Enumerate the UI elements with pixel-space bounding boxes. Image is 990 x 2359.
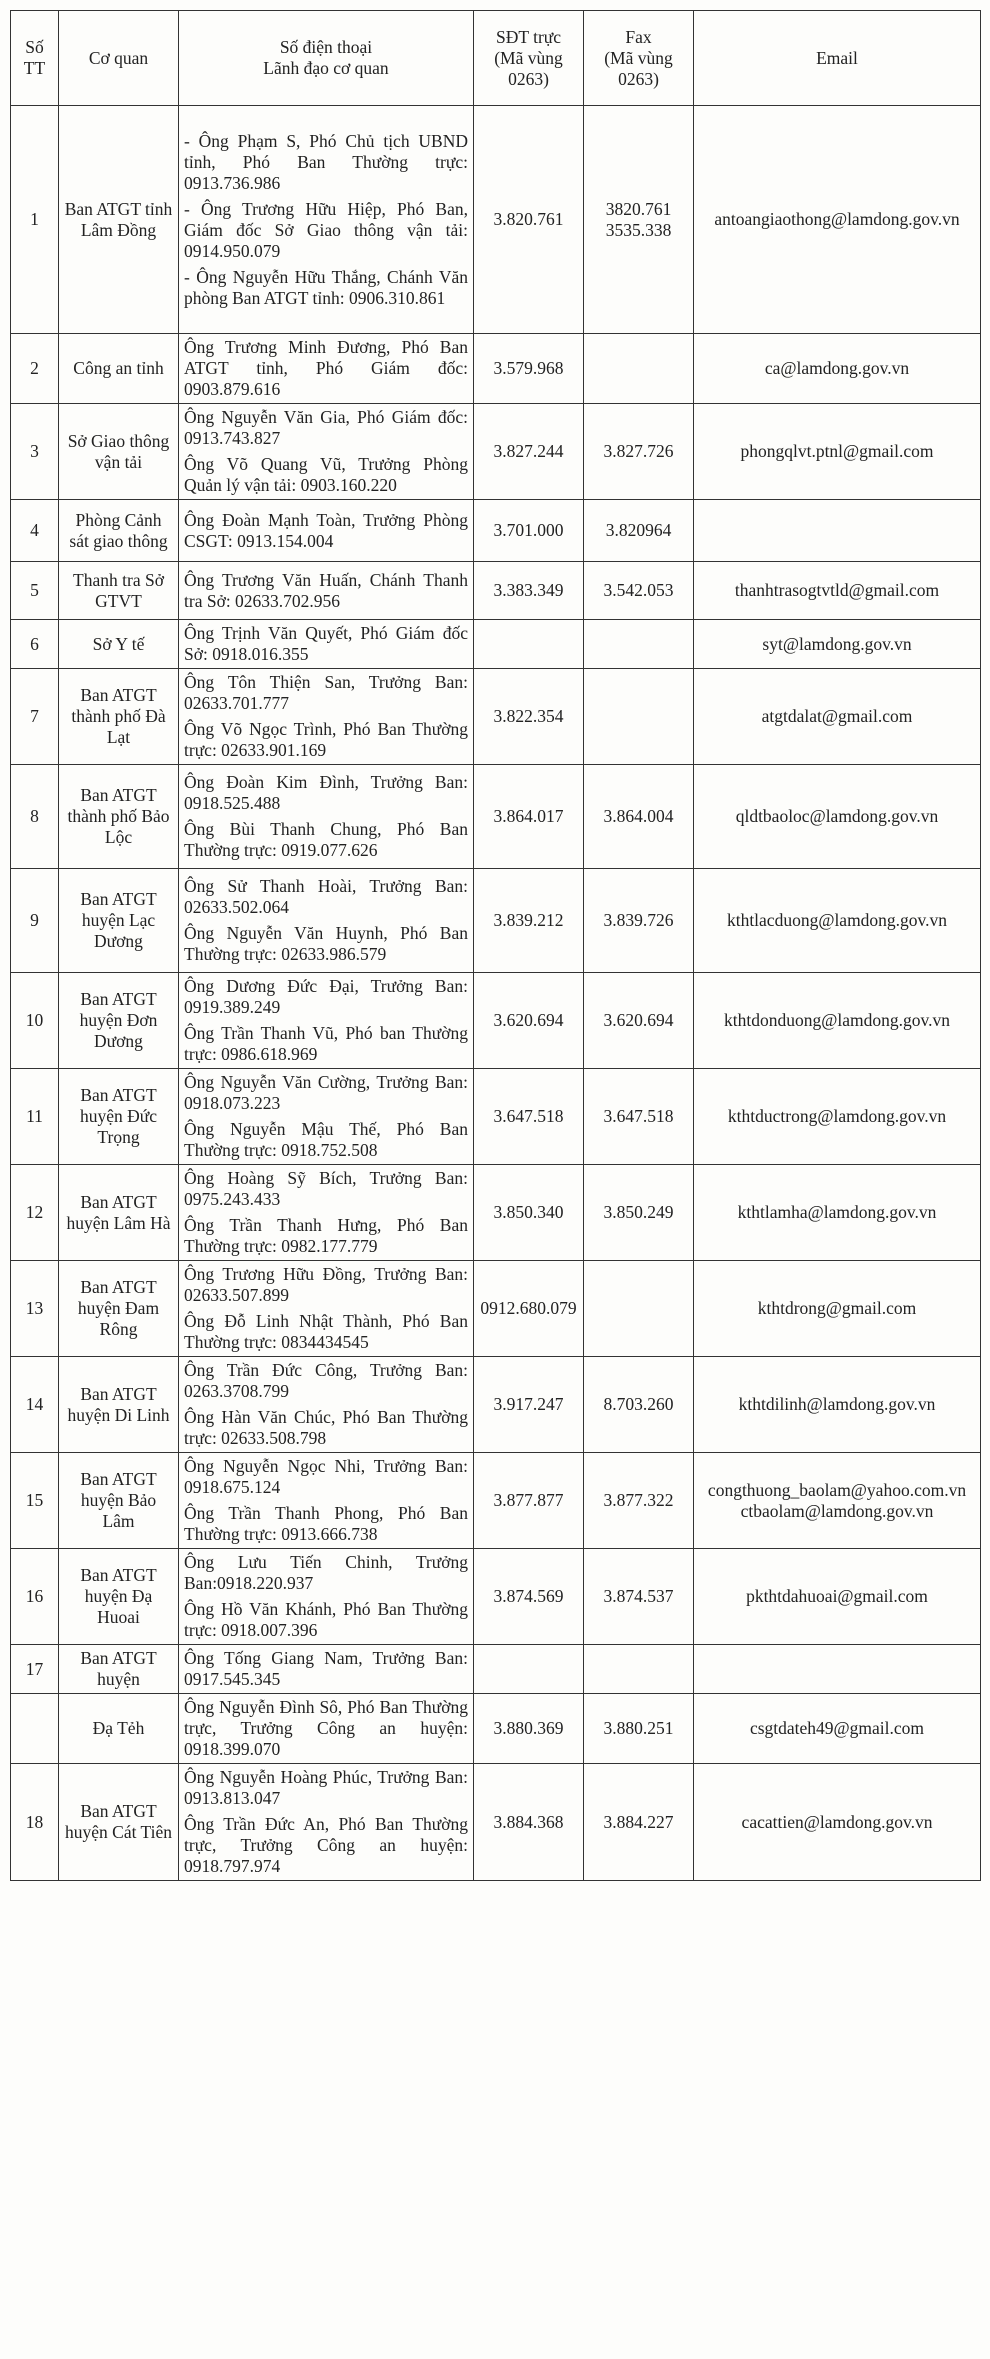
leader-entry: Ông Trần Thanh Hưng, Phó Ban Thường trực: 0982.177.779 [184,1215,468,1256]
row-stt: 13 [11,1261,59,1357]
table-row [11,334,981,404]
leader-entry: Ông Hàn Văn Chúc, Phó Ban Thường trực: 02633.508.798 [184,1407,468,1448]
header-phone-leader [179,11,474,106]
leader-entry: Ông Trần Đức An, Phó Ban Thường trực, Trưởng Công an huyện: 0918.797.974 [184,1814,468,1876]
header-duty-phone [474,11,584,106]
row-duty-phone: 3.839.212 [474,869,584,973]
table-row [11,620,981,669]
leader-entry: Ông Nguyễn Văn Cường, Trưởng Ban: 0918.073.223 [184,1072,468,1113]
row-email: pkthtdahuoai@gmail.com [694,1549,981,1645]
row-leaders [179,1165,474,1261]
row-duty-phone: 3.850.340 [474,1165,584,1261]
row-fax [584,669,694,765]
leader-entry: Ông Sử Thanh Hoài, Trưởng Ban: 02633.502.064 [184,876,468,917]
row-fax: 3.874.537 [584,1549,694,1645]
leader-entry: - Ông Nguyễn Hữu Thắng, Chánh Văn phòng Ban ATGT tỉnh: 0906.310.861 [184,266,468,308]
table-row [11,973,981,1069]
row-duty-phone [474,1645,584,1694]
row-email: kthtdonduong@lamdong.gov.vn [694,973,981,1069]
row-leaders [179,404,474,500]
row-duty-phone: 3.864.017 [474,765,584,869]
row-stt [11,1694,59,1764]
leader-entry: Ông Trương Văn Huấn, Chánh Thanh tra Sở: 02633.702.956 [184,569,468,611]
table-row [11,1453,981,1549]
row-duty-phone: 3.874.569 [474,1549,584,1645]
contact-table [10,10,981,1881]
row-stt: 15 [11,1453,59,1549]
table-row [11,500,981,562]
header-duty-line-1: SĐT trực [495,26,562,47]
leader-entry: Ông Tôn Thiện San, Trưởng Ban: 02633.701.777 [184,672,468,713]
row-agency: Đạ Tẻh [59,1694,179,1764]
row-email [694,1645,981,1694]
row-agency: Ban ATGT huyện Lạc Dương [59,869,179,973]
row-agency: Sở Giao thông vận tải [59,404,179,500]
row-duty-phone: 3.880.369 [474,1694,584,1764]
row-stt: 14 [11,1357,59,1453]
table-row [11,869,981,973]
header-fax-line-2: (Mã vùng [604,47,673,68]
row-email: phongqlvt.ptnl@gmail.com [694,404,981,500]
row-leaders [179,1764,474,1881]
row-fax: 3820.761 3535.338 [584,106,694,334]
row-duty-phone: 3.884.368 [474,1764,584,1881]
row-duty-phone: 3.822.354 [474,669,584,765]
row-leaders [179,869,474,973]
table-row [11,669,981,765]
row-agency: Ban ATGT huyện [59,1645,179,1694]
row-duty-phone: 3.917.247 [474,1357,584,1453]
leader-entry: Ông Nguyễn Đình Sô, Phó Ban Thường trực, Trưởng Công an huyện: 0918.399.070 [184,1697,468,1759]
row-stt: 10 [11,973,59,1069]
header-duty-line-3: 0263) [508,68,549,89]
row-fax: 3.877.322 [584,1453,694,1549]
row-leaders [179,1694,474,1764]
leader-entry: Ông Nguyễn Văn Huynh, Phó Ban Thường trực: 02633.986.579 [184,923,468,964]
table-row [11,1261,981,1357]
header-fax [584,11,694,106]
row-email: kthtdrong@gmail.com [694,1261,981,1357]
row-agency: Thanh tra Sở GTVT [59,562,179,620]
row-fax [584,1645,694,1694]
leader-entry: Ông Nguyễn Văn Gia, Phó Giám đốc: 0913.743.827 [184,407,468,448]
row-agency: Ban ATGT huyện Đạ Huoai [59,1549,179,1645]
leader-entry: Ông Trần Đức Công, Trưởng Ban: 0263.3708.799 [184,1360,468,1401]
row-fax [584,1261,694,1357]
row-leaders [179,973,474,1069]
row-stt: 11 [11,1069,59,1165]
row-stt: 1 [11,106,59,334]
header-email: Email [694,11,981,106]
leader-entry: Ông Đỗ Linh Nhật Thành, Phó Ban Thường trực: 0834434545 [184,1311,468,1352]
row-leaders [179,620,474,669]
table-row [11,1645,981,1694]
table-row [11,1694,981,1764]
row-agency: Sở Y tế [59,620,179,669]
row-agency: Ban ATGT huyện Bảo Lâm [59,1453,179,1549]
row-duty-phone: 3.620.694 [474,973,584,1069]
row-agency: Ban ATGT huyện Lâm Hà [59,1165,179,1261]
row-email: kthtlacduong@lamdong.gov.vn [694,869,981,973]
row-leaders [179,562,474,620]
leader-entry: Ông Đoàn Mạnh Toàn, Trưởng Phòng CSGT: 0913.154.004 [184,509,468,551]
leader-entry: Ông Lưu Tiến Chinh, Trưởng Ban:0918.220.937 [184,1552,468,1593]
leader-entry: Ông Võ Ngọc Trình, Phó Ban Thường trực: 02633.901.169 [184,719,468,760]
row-stt: 2 [11,334,59,404]
row-fax: 3.839.726 [584,869,694,973]
header-fax-line-3: 0263) [618,68,659,89]
row-leaders [179,669,474,765]
header-stt: Số TT [11,11,59,106]
row-stt: 9 [11,869,59,973]
row-stt: 4 [11,500,59,562]
row-duty-phone: 0912.680.079 [474,1261,584,1357]
row-stt: 6 [11,620,59,669]
row-fax: 3.620.694 [584,973,694,1069]
row-stt: 7 [11,669,59,765]
row-email: cacattien@lamdong.gov.vn [694,1764,981,1881]
row-email: qldtbaoloc@lamdong.gov.vn [694,765,981,869]
leader-entry: - Ông Trương Hữu Hiệp, Phó Ban, Giám đốc Sở Giao thông vận tải: 0914.950.079 [184,198,468,261]
leader-entry: Ông Hoàng Sỹ Bích, Trưởng Ban: 0975.243.433 [184,1168,468,1209]
row-duty-phone: 3.877.877 [474,1453,584,1549]
row-leaders [179,1069,474,1165]
row-duty-phone: 3.647.518 [474,1069,584,1165]
row-leaders [179,334,474,404]
row-fax: 3.542.053 [584,562,694,620]
row-agency: Ban ATGT thành phố Đà Lạt [59,669,179,765]
table-row [11,562,981,620]
table-row [11,1165,981,1261]
leader-entry: Ông Nguyễn Hoàng Phúc, Trưởng Ban: 0913.813.047 [184,1767,468,1808]
row-email: congthuong_baolam@yahoo.com.vn ctbaolam@lamdong.gov.vn [694,1453,981,1549]
row-duty-phone: 3.383.349 [474,562,584,620]
leader-entry: Ông Trần Thanh Phong, Phó Ban Thường trực: 0913.666.738 [184,1503,468,1544]
leader-entry: Ông Nguyễn Mậu Thế, Phó Ban Thường trực: 0918.752.508 [184,1119,468,1160]
row-agency: Ban ATGT huyện Đam Rông [59,1261,179,1357]
leader-entry: Ông Hồ Văn Khánh, Phó Ban Thường trực: 0918.007.396 [184,1599,468,1640]
row-stt: 12 [11,1165,59,1261]
row-email [694,500,981,562]
row-duty-phone: 3.701.000 [474,500,584,562]
row-agency: Ban ATGT huyện Di Linh [59,1357,179,1453]
row-stt: 3 [11,404,59,500]
row-leaders [179,1549,474,1645]
row-leaders [179,500,474,562]
row-duty-phone: 3.827.244 [474,404,584,500]
header-phone-line: Số điện thoại [279,37,373,57]
row-email: kthtdilinh@lamdong.gov.vn [694,1357,981,1453]
row-email: antoangiaothong@lamdong.gov.vn [694,106,981,334]
row-duty-phone: 3.820.761 [474,106,584,334]
row-email: kthtductrong@lamdong.gov.vn [694,1069,981,1165]
table-row [11,106,981,334]
row-agency: Công an tỉnh [59,334,179,404]
leader-entry: Ông Trương Hữu Đồng, Trưởng Ban: 02633.507.899 [184,1264,468,1305]
leader-entry: - Ông Phạm S, Phó Chủ tịch UBND tỉnh, Phó Ban Thường trực: 0913.736.986 [184,130,468,193]
row-email: csgtdateh49@gmail.com [694,1694,981,1764]
table-row [11,404,981,500]
table-row [11,1069,981,1165]
row-agency: Ban ATGT huyện Đơn Dương [59,973,179,1069]
row-email: thanhtrasogtvtld@gmail.com [694,562,981,620]
table-row [11,1549,981,1645]
row-fax: 3.820964 [584,500,694,562]
header-leader-line: Lãnh đạo cơ quan [263,58,389,78]
row-leaders [179,106,474,334]
row-agency: Ban ATGT huyện Đức Trọng [59,1069,179,1165]
row-agency: Ban ATGT tỉnh Lâm Đồng [59,106,179,334]
leader-entry: Ông Bùi Thanh Chung, Phó Ban Thường trực: 0919.077.626 [184,819,468,860]
row-fax [584,334,694,404]
leader-entry: Ông Trịnh Văn Quyết, Phó Giám đốc Sở: 0918.016.355 [184,623,468,664]
row-email: syt@lamdong.gov.vn [694,620,981,669]
row-fax: 3.827.726 [584,404,694,500]
row-email: atgtdalat@gmail.com [694,669,981,765]
leader-entry: Ông Tống Giang Nam, Trưởng Ban: 0917.545.345 [184,1648,468,1689]
leader-entry: Ông Võ Quang Vũ, Trưởng Phòng Quản lý vận tải: 0903.160.220 [184,454,468,495]
header-fax-line-1: Fax [625,26,652,47]
row-fax: 3.850.249 [584,1165,694,1261]
row-email: ca@lamdong.gov.vn [694,334,981,404]
row-leaders [179,1453,474,1549]
row-leaders [179,1261,474,1357]
header-duty-line-2: (Mã vùng [494,47,563,68]
row-agency: Phòng Cảnh sát giao thông [59,500,179,562]
row-stt: 5 [11,562,59,620]
row-fax: 3.880.251 [584,1694,694,1764]
row-leaders [179,765,474,869]
row-agency: Ban ATGT huyện Cát Tiên [59,1764,179,1881]
row-leaders [179,1645,474,1694]
row-fax: 8.703.260 [584,1357,694,1453]
row-duty-phone [474,620,584,669]
leader-entry: Ông Trương Minh Đương, Phó Ban ATGT tỉnh, Phó Giám đốc: 0903.879.616 [184,337,468,399]
row-stt: 18 [11,1764,59,1881]
header-row [11,11,981,106]
row-fax: 3.884.227 [584,1764,694,1881]
leader-entry: Ông Nguyễn Ngọc Nhi, Trưởng Ban: 0918.675.124 [184,1456,468,1497]
row-stt: 17 [11,1645,59,1694]
leader-entry: Ông Dương Đức Đại, Trưởng Ban: 0919.389.249 [184,976,468,1017]
row-fax [584,620,694,669]
row-fax: 3.647.518 [584,1069,694,1165]
row-email: kthtlamha@lamdong.gov.vn [694,1165,981,1261]
row-stt: 8 [11,765,59,869]
row-agency: Ban ATGT thành phố Bảo Lộc [59,765,179,869]
row-fax: 3.864.004 [584,765,694,869]
table-row [11,765,981,869]
row-stt: 16 [11,1549,59,1645]
row-duty-phone: 3.579.968 [474,334,584,404]
row-leaders [179,1357,474,1453]
table-row [11,1764,981,1881]
leader-entry: Ông Đoàn Kim Đình, Trưởng Ban: 0918.525.488 [184,772,468,813]
table-row [11,1357,981,1453]
leader-entry: Ông Trần Thanh Vũ, Phó ban Thường trực: 0986.618.969 [184,1023,468,1064]
header-agency: Cơ quan [59,11,179,106]
